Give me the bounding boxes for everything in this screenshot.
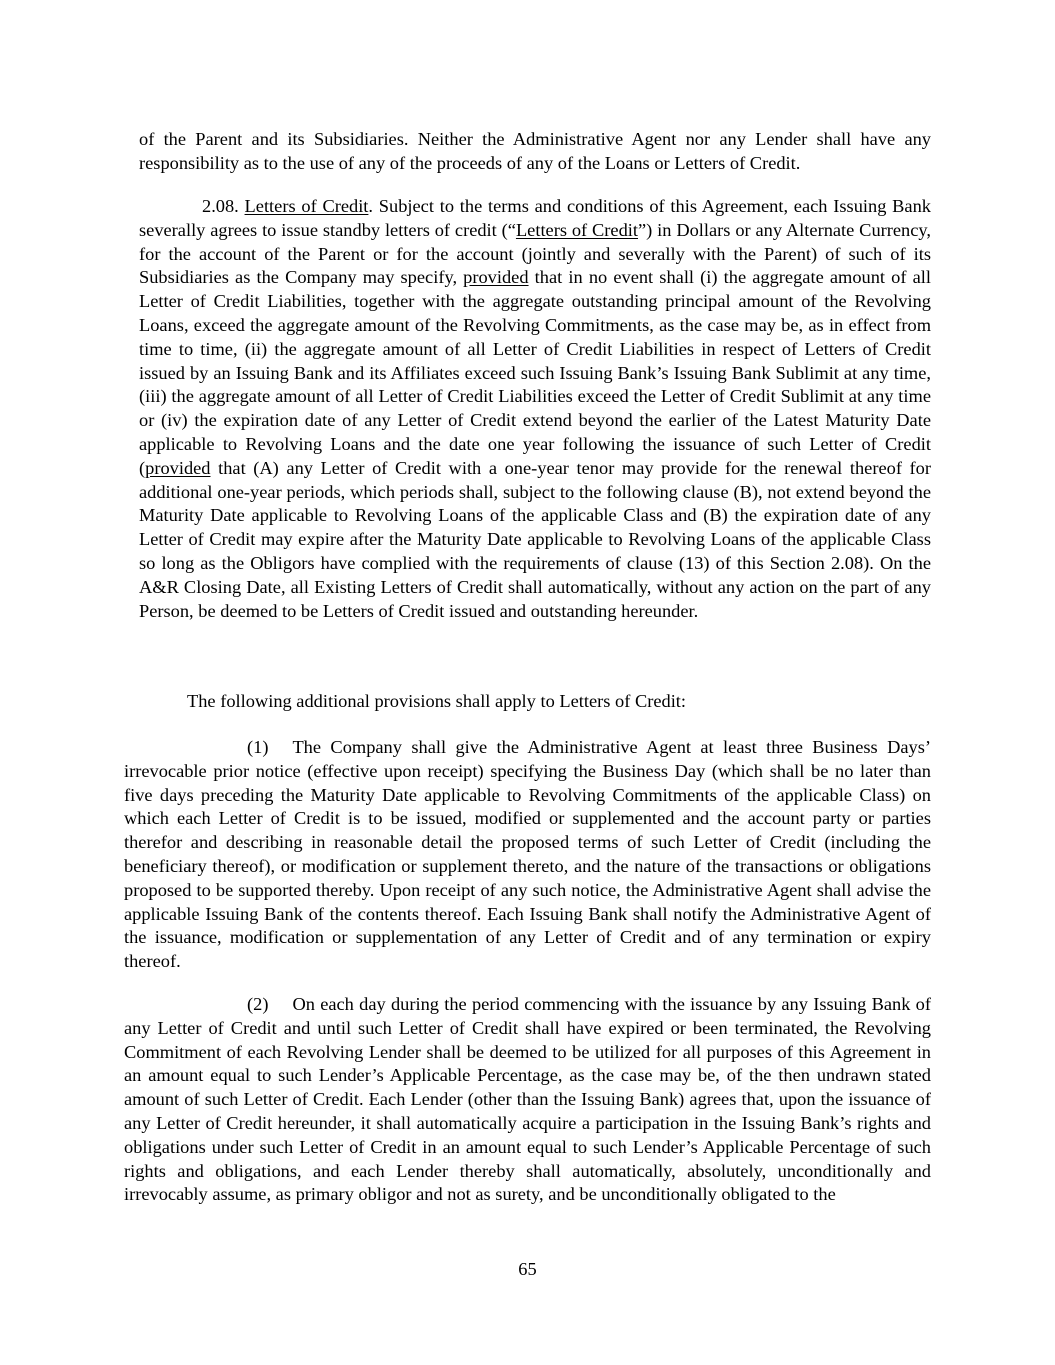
intro-paragraph: of the Parent and its Subsidiaries. Neither the Administrative Agent nor any Lender shall have any responsibility as to the use of any of the proceeds of any of the Loans or Letters of Credit. [139,129,931,173]
section-2-08-paragraph [139,195,931,623]
provided-term: provided [463,267,529,288]
section-text-part-a: . Subject to the terms and conditions of this Agreement, each Issuing Bank severally agrees to issue standby letters of credit (“ [139,196,931,240]
section-text-part-b: ”) in Dollars or any Alternate Currency, for the account of the Parent or for the account (jointly and severally with the Parent) of such of its Subsidiaries as the Company may specify, [139,219,932,288]
page-number: 65 [518,1259,537,1279]
lead-in-sentence: The following additional provisions shall apply to Letters of Credit: [187,691,687,711]
provision-number: (1) [247,737,269,757]
section-text-part-c: that in no event shall (i) the aggregate amount of all Letter of Credit Liabilities, together with the aggregate outstanding principal amount of the Revolving Loans, exceed the aggregate amount of the Revolving Commitments, as the case may be, as in effect from time to time, (ii) the aggregate amount of all Letter of Credit Liabilities in respect of Letters of Credit issued by an Issuing Bank and its Affiliates exceed such Issuing Bank’s Issuing Bank Sublimit at any time, (iii) the aggregate amount of all Letter of Credit Liabilities exceed the Letter of Credit Sublimit at any time or (iv) the expiration date of any Letter of Credit extend beyond the earlier of the Latest Maturity Date applicable to Revolving Loans and the date one year following the issuance of such Letter of Credit ( [139,267,931,478]
provided-term: provided [145,457,211,478]
provision-1-paragraph [124,736,931,974]
provision-2-paragraph [124,993,931,1207]
provision-number: (2) [247,994,269,1014]
provision-text: On each day during the period commencing with the issuance by any Issuing Bank of any Letter of Credit and until such Letter of Credit shall have expired or been terminated, the Revolving Commitment of each Revolving Lender shall be deemed to be utilized for all purposes of this Agreement in an amount equal to such Lender’s Applicable Percentage, as the case may be, of the then undrawn stated amount of such Letter of Credit. Each Lender (other than the Issuing Bank) agrees that, upon the issuance of any Letter of Credit hereunder, it shall automatically acquire a participation in the Issuing Bank’s rights and obligations under such Letter of Credit in an amount equal to such Lender’s Applicable Percentage of such rights and obligations, and each Lender thereby shall automatically, absolutely, unconditionally and irrevocably assume, as primary obligor and not as surety, and be unconditionally obligated to the [124,994,931,1205]
defined-term: Letters of Credit [515,219,639,240]
provision-text: The Company shall give the Administrative Agent at least three Business Days’ irrevocable prior notice (effective upon receipt) specifying the Business Day (which shall be no later than five days preceding the Maturity Date applicable to Revolving Commitments of the applicable Class) on which each Letter of Credit is to be issued, modified or supplemented and the account party or parties therefor and describing in reasonable detail the proposed terms of such Letter of Credit (including the beneficiary thereof), or modification or supplement thereto, and the nature of the transactions or obligations proposed to be supported thereby. Upon receipt of any such notice, the Administrative Agent shall advise the applicable Issuing Bank of the contents thereof. Each Issuing Bank shall notify the Administrative Agent of the issuance, modification or supplementation of any Letter of Credit and of any termination or expiry thereof. [124,737,931,972]
section-number: 2.08. [202,196,239,216]
section-heading: Letters of Credit [244,196,369,216]
section-text-part-d: that (A) any Letter of Credit with a one-year tenor may provide for the renewal thereof for additional one-year periods, which periods shall, subject to the following clause (B), not extend beyond the Maturity Date applicable to Revolving Loans of the applicable Class and (B) the expiration date of any Letter of Credit may expire after the Maturity Date applicable to Revolving Loans of the applicable Class so long as the Obligors have complied with the requirements of clause (13) of this Section 2.08). On the A&R Closing Date, all Existing Letters of Credit shall automatically, without any action on the part of any Person, be deemed to be Letters of Credit issued and outstanding hereunder. [139,457,931,621]
